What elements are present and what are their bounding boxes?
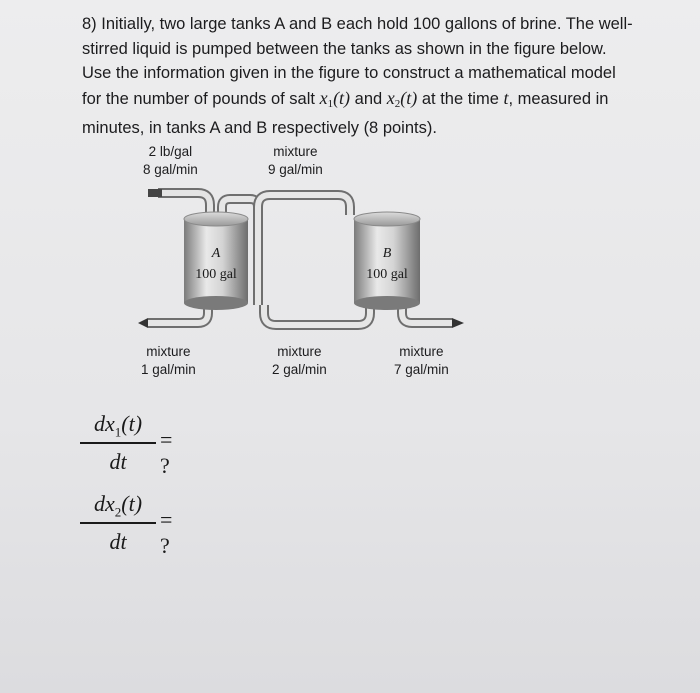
inflow-rate: 8 gal/min — [143, 162, 198, 177]
tank-a-name: A — [211, 246, 221, 261]
inflow-label — [143, 143, 198, 179]
equation-1-rhs: = ? — [160, 427, 173, 478]
problem-line-4-mid: at the time — [417, 89, 504, 108]
equation-2-fraction-bar — [80, 522, 156, 524]
outflow-a-rate: 1 gal/min — [141, 362, 196, 377]
problem-line-4-start: for the number of pounds of salt — [82, 89, 320, 108]
problem-line-4-end: , measured in — [508, 89, 609, 108]
outflow-b-rate: 7 gal/min — [394, 362, 449, 377]
bottom-transfer-mixture: mixture — [277, 344, 322, 359]
var-x-letter: x — [319, 87, 328, 108]
equation-1-denominator: dt — [109, 448, 127, 474]
var-x2-arg: (t) — [400, 87, 418, 108]
var-x1-arg: (t) — [333, 87, 351, 108]
bottom-transfer-label — [272, 343, 327, 379]
tank-b-volume: 100 gal — [366, 267, 408, 282]
var-x2-subscript: 2 — [394, 97, 401, 110]
top-transfer-mixture: mixture — [273, 144, 318, 159]
var-x1-subscript: 1 — [327, 97, 334, 110]
tank-b-name: B — [382, 246, 392, 261]
problem-line-2: stirred liquid is pumped between the tanks as shown in the figure below. — [82, 39, 607, 58]
tank-b — [354, 212, 420, 310]
problem-line-4 — [82, 86, 682, 117]
var-x2 — [387, 88, 418, 108]
outflow-b-arrow-icon — [452, 318, 464, 328]
top-transfer-rate: 9 gal/min — [268, 162, 323, 177]
tank-a — [184, 212, 248, 310]
var-x1 — [320, 88, 351, 108]
eq1-subscript: 1 — [114, 424, 122, 440]
top-transfer-label — [268, 143, 323, 179]
var-t: t — [503, 87, 509, 108]
equation-1-fraction-bar — [80, 442, 156, 444]
equation-1-numerator — [80, 410, 156, 438]
tank-a-volume: 100 gal — [195, 267, 237, 282]
outflow-b-mixture: mixture — [399, 344, 444, 359]
problem-line-3: Use the information given in the figure to construct a mathematical model — [82, 64, 616, 82]
tank-diagram — [130, 185, 475, 335]
eq2-subscript: 2 — [114, 504, 122, 520]
inflow-pipe — [148, 189, 210, 215]
and-word: and — [350, 89, 387, 108]
outflow-b-label — [394, 343, 449, 379]
eq1-arg: (t) — [121, 411, 143, 436]
outflow-a-mixture: mixture — [146, 344, 191, 359]
inflow-concentration: 2 lb/gal — [148, 144, 193, 159]
problem-line-1: 8) Initially, two large tanks A and B each hold 100 gallons of brine. The well- — [82, 15, 633, 33]
eq2-dx: dx — [93, 491, 115, 516]
bottom-transfer-pipe — [264, 303, 370, 325]
outflow-a-arrow-icon — [138, 318, 148, 328]
equation-2-denominator: dt — [109, 528, 127, 554]
problem-statement — [82, 12, 682, 141]
eq2-arg: (t) — [121, 491, 143, 516]
equation-2-numerator — [80, 490, 156, 518]
outflow-a-label — [141, 343, 196, 379]
equation-2-rhs: = ? — [160, 507, 173, 558]
equation-1-fraction — [80, 410, 156, 476]
problem-line-5: minutes, in tanks A and B respectively (8 points). — [82, 119, 437, 137]
var-x-letter: x — [386, 87, 395, 108]
equation-2-fraction — [80, 490, 156, 556]
eq1-dx: dx — [93, 411, 115, 436]
bottom-transfer-rate: 2 gal/min — [272, 362, 327, 377]
